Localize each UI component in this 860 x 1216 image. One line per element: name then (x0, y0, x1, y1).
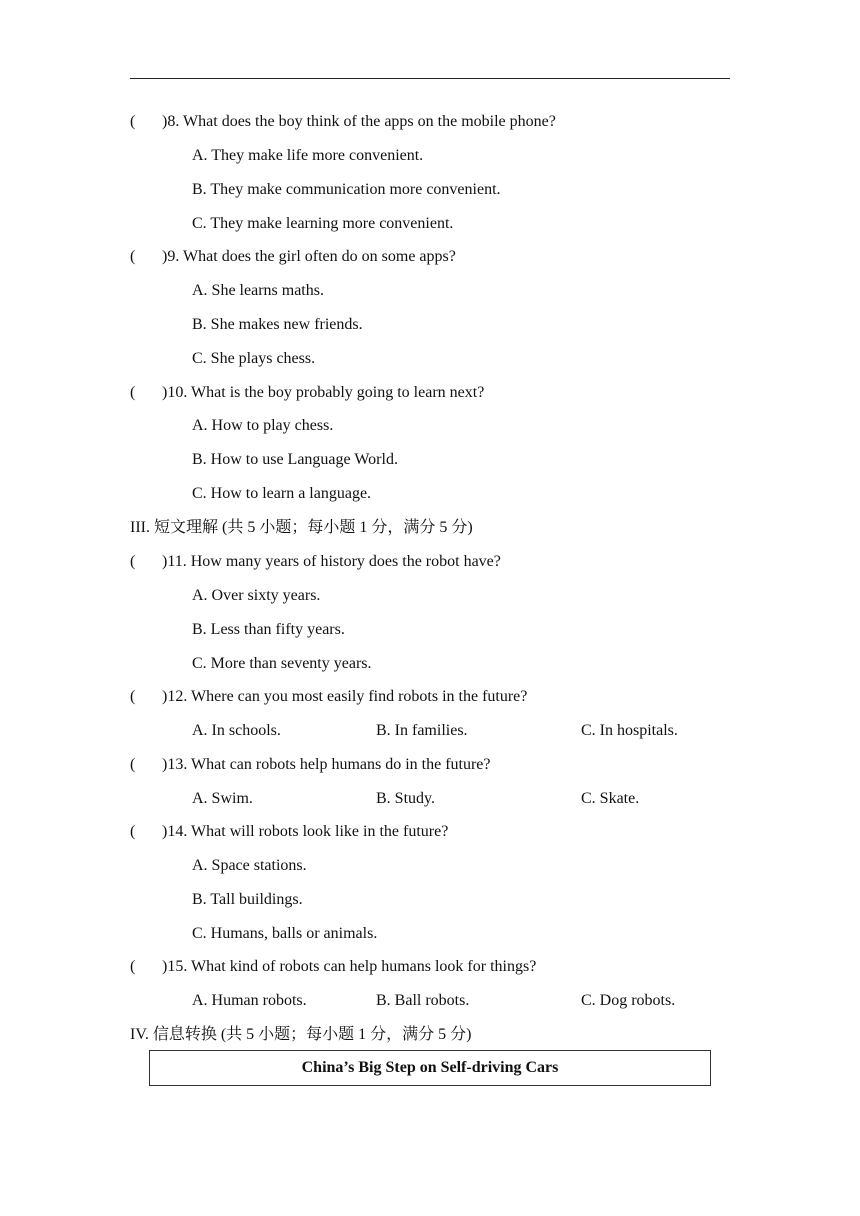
option-b: B. Tall buildings. (192, 891, 303, 908)
option-b: B. Study. (376, 790, 435, 807)
option-a: A. How to play chess. (192, 417, 334, 434)
option-a: A. She learns maths. (192, 282, 324, 299)
answer-bracket: ( (130, 688, 136, 705)
section-heading-3: III. 短文理解 (共 5 小题；每小题 1 分，满分 5 分) (130, 519, 473, 536)
question-text: )12. Where can you most easily find robots in the future? (162, 688, 528, 705)
answer-bracket: ( (130, 823, 136, 840)
option-b: B. She makes new friends. (192, 316, 363, 333)
option-c: C. How to learn a language. (192, 485, 372, 502)
question-text: )9. What does the girl often do on some apps? (162, 248, 456, 265)
answer-bracket: ( (130, 113, 136, 130)
question-text: )11. How many years of history does the robot have? (162, 553, 501, 570)
option-c: C. Skate. (581, 790, 640, 807)
option-c: C. She plays chess. (192, 350, 316, 367)
answer-bracket: ( (130, 248, 136, 265)
question-text: )8. What does the boy think of the apps on the mobile phone? (162, 113, 556, 130)
option-a: A. Human robots. (192, 992, 307, 1009)
option-b: B. They make communication more convenient. (192, 181, 501, 198)
question-text: )13. What can robots help humans do in the future? (162, 756, 491, 773)
answer-bracket: ( (130, 756, 136, 773)
option-a: A. Over sixty years. (192, 587, 321, 604)
option-c: C. Dog robots. (581, 992, 676, 1009)
section-heading-4: IV. 信息转换 (共 5 小题；每小题 1 分，满分 5 分) (130, 1026, 472, 1043)
answer-bracket: ( (130, 384, 136, 401)
option-a: A. Space stations. (192, 857, 307, 874)
option-a: A. Swim. (192, 790, 253, 807)
passage-title: China’s Big Step on Self-driving Cars (301, 1059, 559, 1076)
option-c: C. In hospitals. (581, 722, 678, 739)
header-rule (130, 78, 730, 79)
option-a: A. In schools. (192, 722, 281, 739)
question-text: )14. What will robots look like in the future? (162, 823, 449, 840)
question-text: )15. What kind of robots can help humans look for things? (162, 958, 537, 975)
option-b: B. In families. (376, 722, 468, 739)
option-b: B. How to use Language World. (192, 451, 398, 468)
answer-bracket: ( (130, 553, 136, 570)
question-text: )10. What is the boy probably going to learn next? (162, 384, 485, 401)
option-b: B. Ball robots. (376, 992, 470, 1009)
option-c: C. They make learning more convenient. (192, 215, 454, 232)
option-a: A. They make life more convenient. (192, 147, 424, 164)
option-b: B. Less than fifty years. (192, 621, 345, 638)
passage-title-box (149, 1050, 711, 1086)
option-c: C. Humans, balls or animals. (192, 925, 378, 942)
option-c: C. More than seventy years. (192, 655, 372, 672)
answer-bracket: ( (130, 958, 136, 975)
